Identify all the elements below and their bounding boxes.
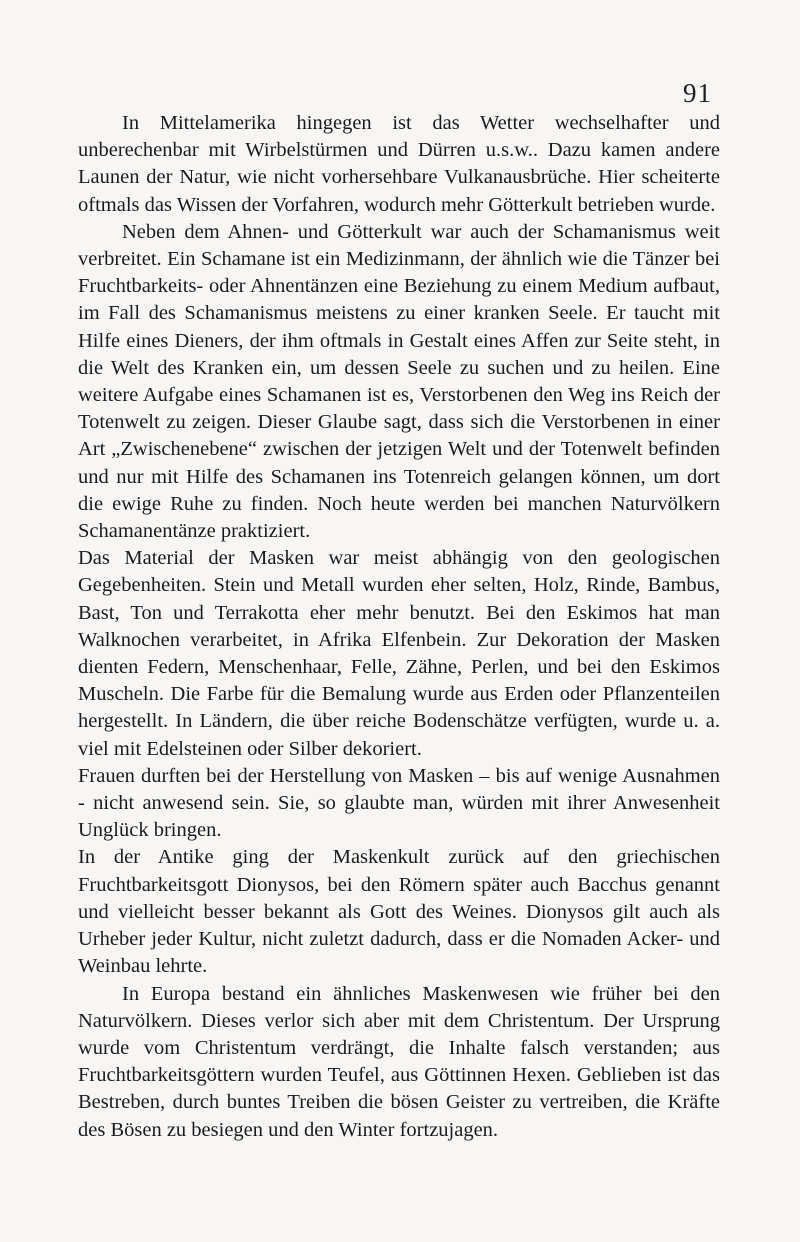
- body-text: [78, 110, 720, 1144]
- paragraph-material-der-masken: Das Material der Masken war meist abhängig von den geologischen Gegebenheiten. Stein und Metall wurden eher selten, Holz, Rinde, Bambus, Bast, Ton und Terrakotta eher mehr benutzt. Bei den Eskimos hat man Walknochen verarbeitet, in Afrika Elfenbein. Zur Dekoration der Masken dienten Federn, Menschenhaar, Felle, Zähne, Perlen, und bei den Eskimos Muscheln. Die Farbe für die Bemalung wurde aus Erden oder Pflanzenteilen hergestellt. In Ländern, die über reiche Bodenschätze verfügten, wurde u. a. viel mit Edelsteinen oder Silber dekoriert.: [78, 547, 720, 760]
- paragraph-europa: In Europa bestand ein ähnliches Maskenwesen wie früher bei den Naturvölkern. Dieses verlor sich aber mit dem Christentum. Der Ursprung wurde vom Christentum verdrängt, die Inhalte falsch verstanden; aus Fruchtbarkeitsgöttern wurden Teufel, aus Göttinnen Hexen. Geblieben ist das Bestreben, durch buntes Treiben die bösen Geister zu vertreiben, die Kräfte des Bösen zu besiegen und den Winter fortzujagen.: [78, 982, 720, 1141]
- paragraph-mittelamerika: In Mittelamerika hingegen ist das Wetter wechselhafter und unberechenbar mit Wirbelstürmen und Dürren u.s.w.. Dazu kamen andere Launen der Natur, wie nicht vorhersehbare Vulkanausbrüche. Hier scheiterte oftmals das Wissen der Vorfahren, wodurch mehr Götterkult betrieben wurde.: [78, 112, 720, 216]
- paragraph-frauen: Frauen durften bei der Herstellung von Masken – bis auf wenige Ausnahmen - nicht anwesend sein. Sie, so glaubte man, würden mit ihrer Anwesenheit Unglück bringen.: [78, 764, 720, 842]
- paragraph-schamanismus: Neben dem Ahnen- und Götterkult war auch der Schamanismus weit verbreitet. Ein Schamane ist ein Medizinmann, der ähnlich wie die Tänzer bei Fruchtbarkeits- oder Ahnentänzen eine Beziehung zu einem Medium aufbaut, im Fall des Schamanismus meistens zu einer kranken Seele. Er taucht mit Hilfe eines Dieners, der ihm oftmals in Gestalt eines Affen zur Seite steht, in die Welt des Kranken ein, um dessen Seele zu suchen und zu heilen. Eine weitere Aufgabe eines Schamanen ist es, Verstorbenen den Weg ins Reich der Totenwelt zu zeigen. Dieser Glaube sagt, dass sich die Verstorbenen in einer Art „Zwischenebene“ zwischen der jetzigen Welt und der Totenwelt befinden und nur mit Hilfe des Schamanen ins Totenreich gelangen können, um dort die ewige Ruhe zu finden. Noch heute werden bei manchen Naturvölkern Schamanentänze praktiziert.: [78, 220, 720, 543]
- page-number: 91: [683, 78, 712, 108]
- paragraph-antike: In der Antike ging der Maskenkult zurück auf den griechischen Fruchtbarkeitsgott Dionysos, bei den Römern später auch Bacchus genannt und vielleicht besser bekannt als Gott des Weines. Dionysos gilt auch als Urheber jeder Kultur, nicht zuletzt dadurch, dass er die Nomaden Acker- und Weinbau lehrte.: [78, 846, 720, 978]
